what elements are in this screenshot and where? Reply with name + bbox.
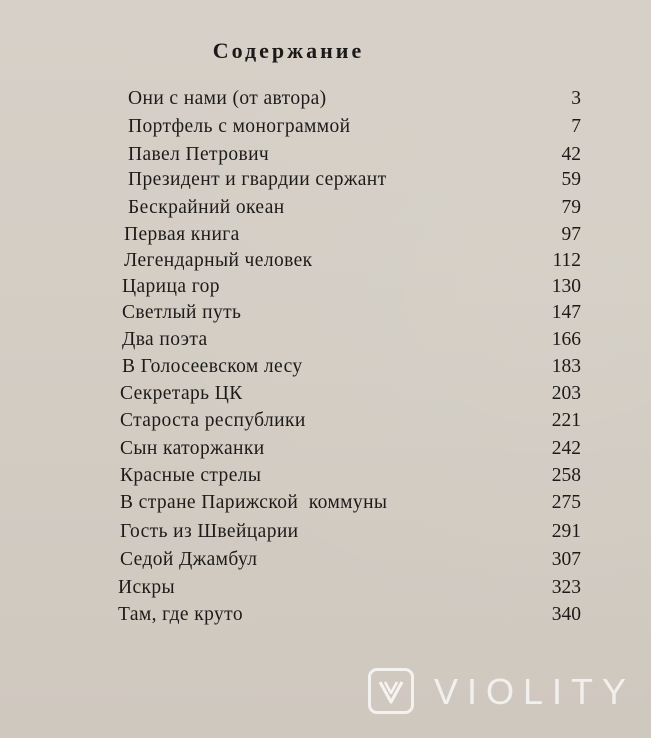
toc-entry-page-number: 340 [551, 604, 581, 625]
toc-entry [0, 549, 651, 576]
toc-entry [0, 88, 651, 115]
watermark [368, 666, 638, 720]
violity-logo-icon [368, 668, 414, 714]
toc-entry-title: Два поэта [122, 329, 208, 350]
toc-entry-title: Гость из Швейцарии [120, 521, 299, 542]
toc-entry-page-number: 307 [551, 549, 581, 570]
toc-entry-page-number: 112 [552, 250, 581, 271]
toc-entry-page-number: 275 [551, 492, 581, 513]
toc-entry [0, 383, 651, 410]
toc-entry-page-number: 59 [561, 169, 581, 190]
toc-entry-title: Светлый путь [122, 302, 242, 323]
toc-entry [0, 116, 651, 143]
toc-entry-title: В Голосеевском лесу [122, 356, 303, 377]
toc-entry-page-number: 183 [551, 356, 581, 377]
toc-entry [0, 410, 651, 437]
toc-entry-title: В стране Парижской коммуны [120, 492, 388, 513]
toc-entry-title: Бескрайний океан [128, 197, 285, 218]
toc-entry-page-number: 203 [551, 383, 581, 404]
toc-entry-page-number: 221 [551, 410, 581, 431]
toc-entry [0, 356, 651, 383]
toc-entry-page-number: 258 [551, 465, 581, 486]
toc-entry-title: Староста республики [120, 410, 306, 431]
toc-entry [0, 438, 651, 465]
toc-entry [0, 465, 651, 492]
toc-entry-title: Седой Джамбул [120, 549, 258, 570]
toc-entry-title: Первая книга [124, 224, 240, 245]
toc-entry-title: Красные стрелы [120, 465, 262, 486]
watermark-text: VIOLITY [434, 671, 636, 712]
toc-entry-title: Они с нами (от автора) [128, 88, 327, 109]
toc-entry-title: Секретарь ЦК [120, 383, 243, 404]
toc-entry-page-number: 3 [571, 88, 581, 109]
toc-entry-page-number: 323 [551, 577, 581, 598]
toc-entry [0, 144, 651, 171]
toc-entry [0, 329, 651, 356]
toc-entry-title: Сын каторжанки [120, 438, 265, 459]
toc-entry-page-number: 97 [561, 224, 581, 245]
toc-entry-page-number: 166 [551, 329, 581, 350]
toc-entry [0, 276, 651, 303]
toc-entry-title: Президент и гвардии сержант [128, 169, 387, 190]
toc-entry-title: Павел Петрович [128, 144, 270, 165]
toc-entry [0, 197, 651, 224]
page-title: Содержание [212, 38, 365, 63]
toc-entry-page-number: 42 [561, 144, 581, 165]
toc-entry [0, 250, 651, 277]
toc-entry-page-number: 130 [551, 276, 581, 297]
toc-entry-page-number: 7 [571, 116, 581, 137]
toc-entry-page-number: 291 [551, 521, 581, 542]
toc-entry-title: Легендарный человек [124, 250, 313, 271]
toc-entry-title: Искры [118, 577, 176, 598]
toc-entry [0, 604, 651, 631]
toc-entry-page-number: 242 [551, 438, 581, 459]
toc-entry [0, 224, 651, 251]
toc-entry [0, 302, 651, 329]
toc-entry [0, 521, 651, 548]
toc-entry-page-number: 79 [561, 197, 581, 218]
toc-entry-title: Там, где круто [118, 604, 243, 625]
toc-entry [0, 492, 651, 519]
toc-entry-title: Портфель с монограммой [128, 116, 351, 137]
toc-entry-title: Царица гор [122, 276, 220, 297]
toc-entry [0, 169, 651, 196]
toc-entry [0, 577, 651, 604]
toc-entry-page-number: 147 [551, 302, 581, 323]
